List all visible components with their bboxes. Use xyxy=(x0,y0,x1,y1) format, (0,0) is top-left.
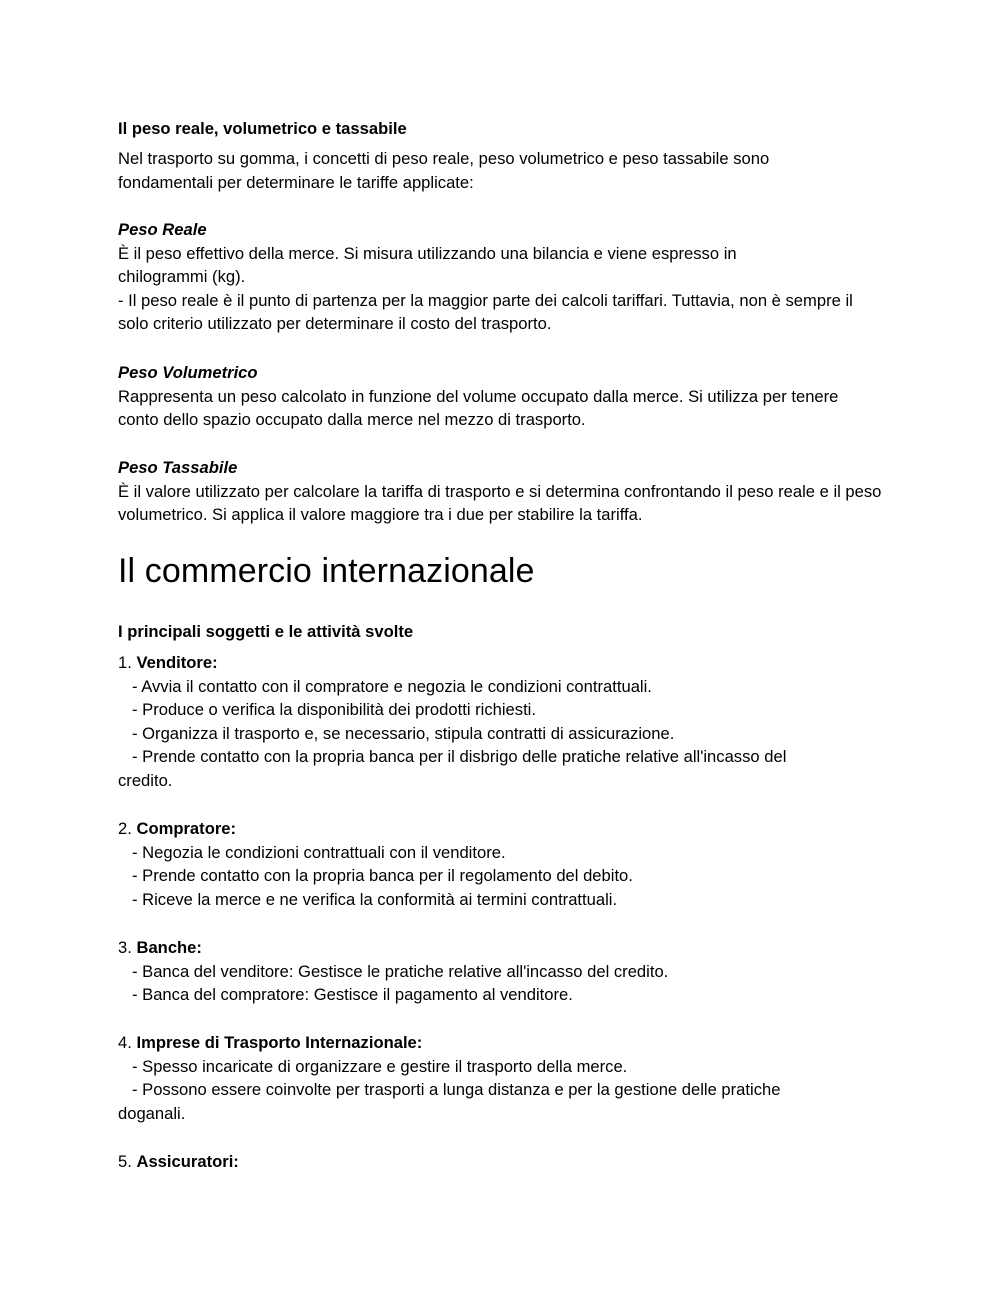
item-number: 2. xyxy=(118,819,132,838)
peso-reale-line2: - Il peso reale è il punto di partenza per la maggior parte dei calcoli tariffari. Tuttavia, non è sempre il solo criterio utilizzato per determinare il costo del trasporto. xyxy=(118,290,853,334)
peso-reale-title: Peso Reale xyxy=(118,220,207,239)
item-name: Assicuratori: xyxy=(136,1152,239,1171)
item-name: Banche: xyxy=(136,938,202,957)
list-item xyxy=(118,817,888,911)
peso-intro-block xyxy=(118,147,888,194)
peso-tassabile-block xyxy=(118,456,888,527)
item-line: - Produce o verifica la disponibilità dei prodotti richiesti. xyxy=(132,700,536,720)
item-line-wrap: credito. xyxy=(118,770,173,790)
item-number: 5. xyxy=(118,1152,132,1171)
item-line: - Organizza il trasporto e, se necessario, stipula contratti di assicurazione. xyxy=(132,723,675,743)
list-item xyxy=(118,1150,888,1174)
item-line: - Banca del compratore: Gestisce il pagamento al venditore. xyxy=(132,985,573,1005)
peso-intro: Nel trasporto su gomma, i concetti di peso reale, peso volumetrico e peso tassabile sono fondamentali per determinare le tariffe applicate: xyxy=(118,149,770,192)
item-line: - Negozia le condizioni contrattuali con il venditore. xyxy=(132,842,506,862)
list-item xyxy=(118,936,888,1007)
commercio-title: Il commercio internazionale xyxy=(118,552,535,590)
commercio-subheading: I principali soggetti e le attività svolte xyxy=(118,622,414,641)
item-line: - Prende contatto con la propria banca per il regolamento del debito. xyxy=(132,866,633,886)
item-number: 3. xyxy=(118,938,132,957)
item-number: 1. xyxy=(118,653,132,672)
item-name: Venditore: xyxy=(136,653,218,672)
item-line: - Banca del venditore: Gestisce le pratiche relative all'incasso del credito. xyxy=(132,961,669,981)
item-number: 4. xyxy=(118,1033,132,1052)
peso-heading: Il peso reale, volumetrico e tassabile xyxy=(118,119,407,138)
item-line: - Prende contatto con la propria banca per il disbrigo delle pratiche relative all'incasso del xyxy=(132,747,787,767)
list-item xyxy=(118,1031,888,1125)
item-line: - Spesso incaricate di organizzare e gestire il trasporto della merce. xyxy=(132,1056,628,1076)
peso-tassabile-text: È il valore utilizzato per calcolare la tariffa di trasporto e si determina confrontando il peso reale e il peso volumetrico. Si applica il valore maggiore tra i due per stabilire la tariffa. xyxy=(118,481,882,525)
peso-reale-line1: È il peso effettivo della merce. Si misura utilizzando una bilancia e viene espresso in chilogrammi (kg). xyxy=(118,243,737,287)
list-item xyxy=(118,651,888,793)
item-name: Imprese di Trasporto Internazionale: xyxy=(136,1033,423,1052)
item-name: Compratore: xyxy=(136,819,237,838)
item-line-wrap: doganali. xyxy=(118,1103,186,1123)
peso-volumetrico-text: Rappresenta un peso calcolato in funzione del volume occupato dalla merce. Si utilizza per tenere conto dello spazio occupato dalla merce nel mezzo di trasporto. xyxy=(118,386,839,430)
item-line: - Possono essere coinvolte per trasporti a lunga distanza e per la gestione delle pratiche xyxy=(132,1080,781,1100)
peso-volumetrico-block xyxy=(118,361,888,432)
item-line: - Riceve la merce e ne verifica la conformità ai termini contrattuali. xyxy=(132,889,618,909)
peso-reale-block xyxy=(118,218,888,336)
item-line: - Avvia il contatto con il compratore e negozia le condizioni contrattuali. xyxy=(132,676,652,696)
peso-volumetrico-title: Peso Volumetrico xyxy=(118,363,258,382)
peso-tassabile-title: Peso Tassabile xyxy=(118,458,238,477)
